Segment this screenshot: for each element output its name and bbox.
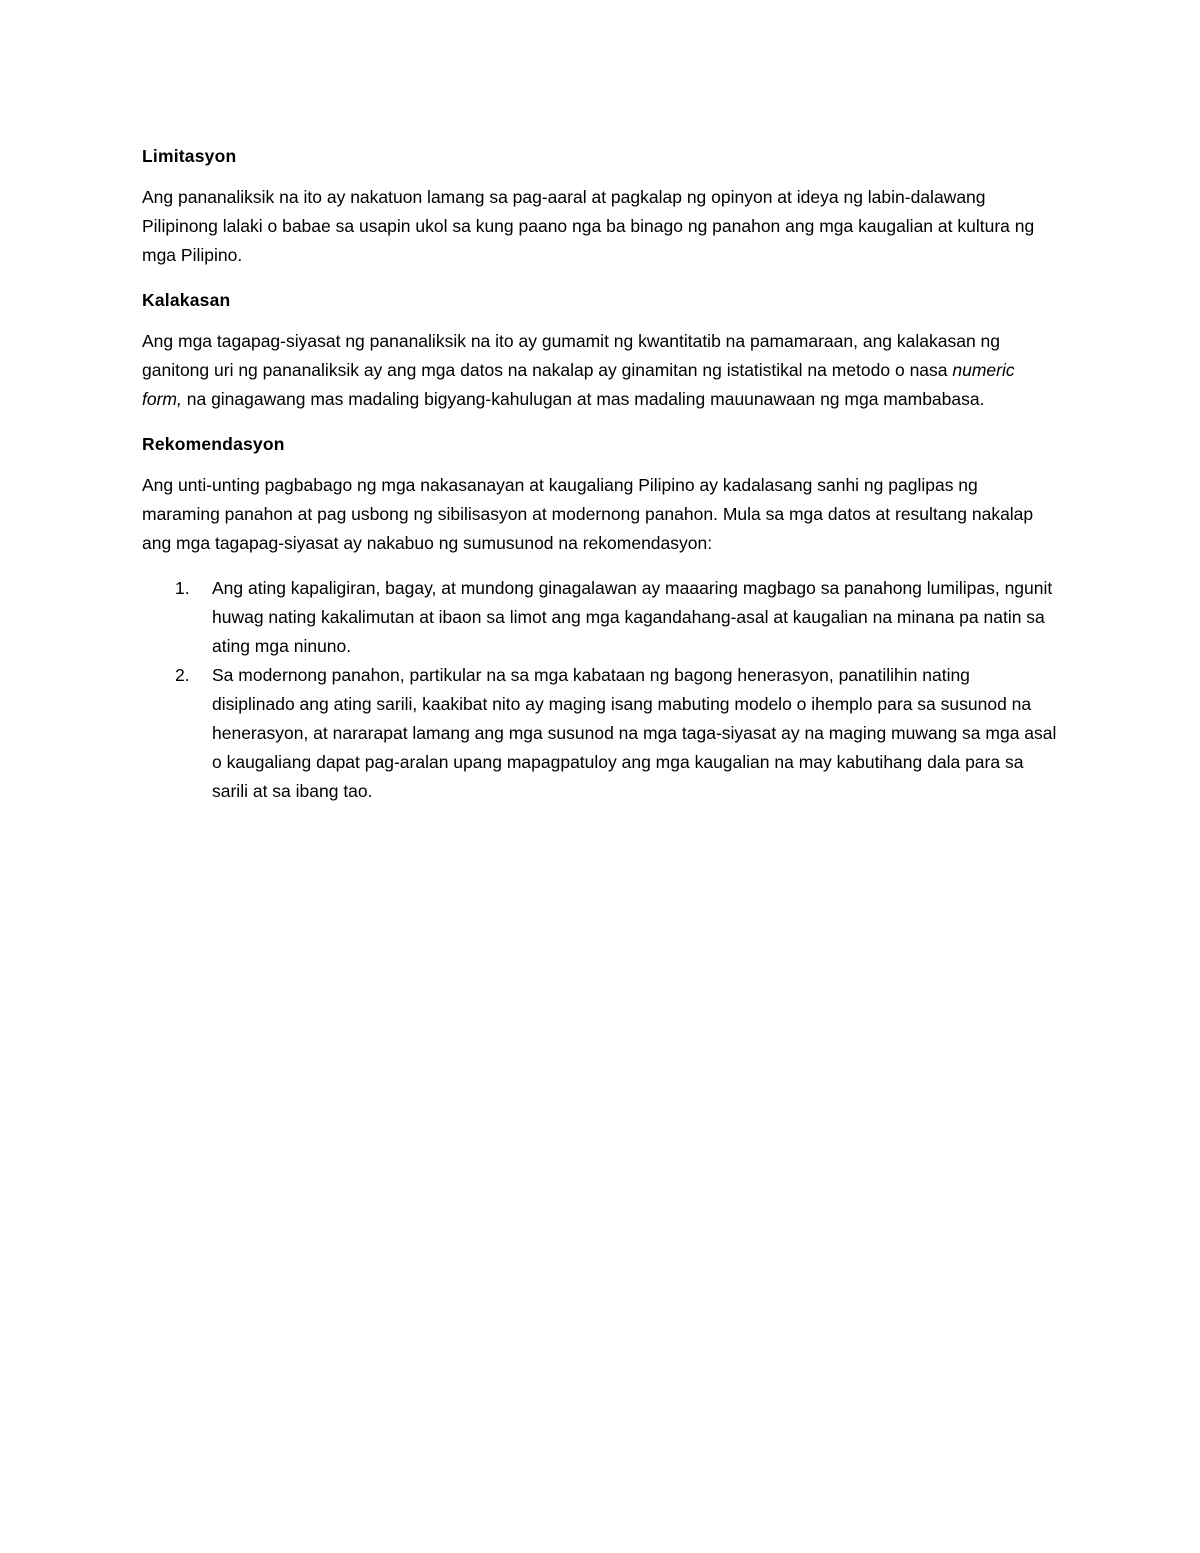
list-item	[142, 574, 1057, 661]
document-body	[142, 142, 1057, 806]
section-heading-rekomendasyon: Rekomendasyon	[142, 434, 285, 454]
section-heading-limitasyon: Limitasyon	[142, 146, 237, 166]
limitasyon-paragraph: Ang pananaliksik na ito ay nakatuon lamang sa pag-aaral at pagkalap ng opinyon at ideya ng labin-dalawang Pilipinong lalaki o babae sa usapin ukol sa kung paano nga ba binago ng panahon ang mga kaugalian at kultura ng mga Pilipino.	[142, 187, 1035, 265]
list-item-number: 2.	[175, 665, 190, 685]
rekomendasyon-paragraph: Ang unti-unting pagbabago ng mga nakasanayan at kaugaliang Pilipino ay kadalasang sanhi ng paglipas ng maraming panahon at pag usbong ng sibilisasyon at modernong panahon. Mula sa mga datos at resultang nakalap ang mga tagapag-siyasat ay nakabuo ng sumusunod na rekomendasyon:	[142, 475, 1034, 553]
kalakasan-italic-term: numeric form,	[142, 360, 1015, 409]
list-item-number: 1.	[175, 578, 190, 598]
kalakasan-paragraph	[142, 327, 1057, 414]
list-item-text: Ang ating kapaligiran, bagay, at mundong ginagalawan ay maaaring magbago sa panahong lumilipas, ngunit huwag nating kakalimutan at ibaon sa limot ang mga kagandahang-asal at kaugalian na minana pa natin sa ating mga ninuno.	[212, 578, 1053, 656]
section-heading-kalakasan: Kalakasan	[142, 290, 231, 310]
recommendation-list	[142, 574, 1057, 806]
list-item-text: Sa modernong panahon, partikular na sa mga kabataan ng bagong henerasyon, panatilihin nating disiplinado ang ating sarili, kaakibat nito ay maging isang mabuting modelo o ihemplo para sa susunod na henerasyon, at nararapat lamang ang mga susunod na mga taga-siyasat ay na maging muwang sa mga asal o kaugaliang dapat pag-aralan upang mapagpatuloy ang mga kaugalian na may kabutihang dala para sa sarili at sa ibang tao.	[212, 665, 1057, 801]
kalakasan-text-start: Ang mga tagapag-siyasat ng pananaliksik na ito ay gumamit ng kwantitatib na pamamaraan, ang kalakasan ng ganitong uri ng pananaliksik ay ang mga datos na nakalap ay ginamitan ng istatistikal na metodo o nasa	[142, 331, 1001, 380]
kalakasan-text-end: na ginagawang mas madaling bigyang-kahulugan at mas madaling mauunawaan ng mga mambabasa.	[181, 389, 985, 409]
list-item	[142, 661, 1057, 806]
